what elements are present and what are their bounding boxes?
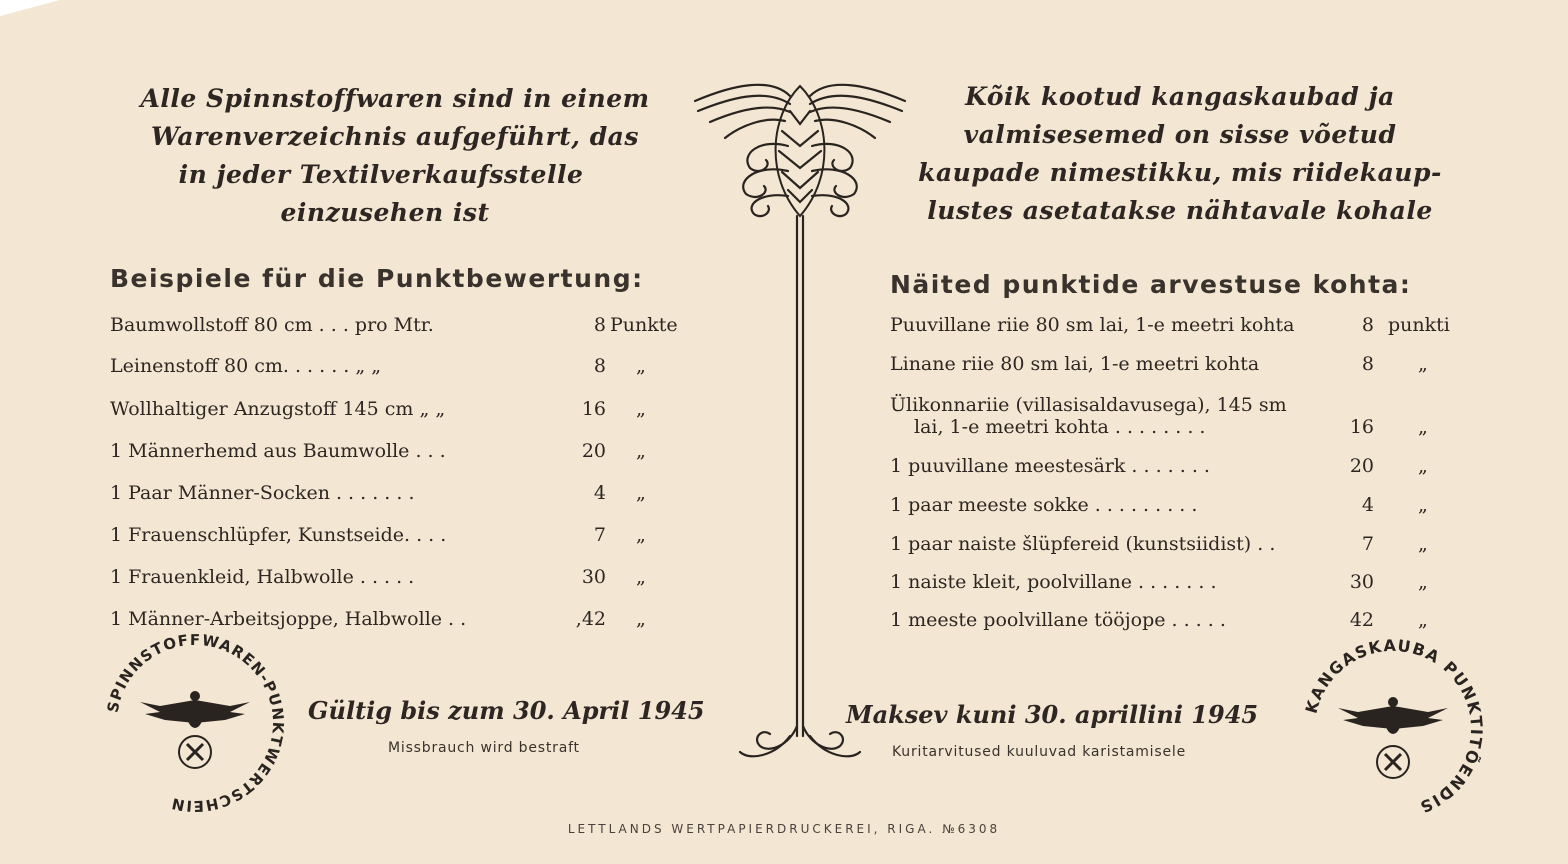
german-row-points: 20 [581, 440, 606, 462]
estonian-valid-until: Maksev kuni 30. aprillini 1945 [846, 700, 1259, 729]
german-row-points: 16 [581, 398, 606, 420]
german-row-points: 8 [593, 355, 606, 377]
estonian-row-points: 16 [1349, 416, 1374, 438]
german-row-unit: Punkte [610, 314, 678, 336]
estonian-row-points: 7 [1361, 533, 1374, 555]
german-row-unit: „ [636, 355, 646, 377]
estonian-row-points: 8 [1361, 314, 1374, 336]
ornament-icon [690, 76, 910, 766]
estonian-intro-line: Kõik kootud kangaskaubad ja [965, 82, 1395, 111]
german-row-unit: „ [636, 398, 646, 420]
torn-corner [0, 0, 60, 20]
german-row-label: 1 Paar Männer-Socken . . . . . . . [110, 482, 415, 504]
estonian-row-unit: „ [1418, 571, 1428, 593]
estonian-row [890, 393, 1470, 443]
german-row-unit: „ [636, 524, 646, 546]
estonian-row-unit: „ [1418, 533, 1428, 555]
estonian-row-unit: punkti [1388, 314, 1450, 336]
german-row-unit: „ [636, 440, 646, 462]
estonian-row-label: 1 meeste poolvillane tööjope . . . . . [890, 609, 1226, 631]
german-valid-until: Gültig bis zum 30. April 1945 [308, 696, 705, 725]
estonian-intro-line: kaupade nimestikku, mis riidekaup- [918, 158, 1442, 187]
german-stamp [100, 628, 290, 818]
german-intro-line: einzusehen ist [280, 198, 490, 227]
german-row-label: 1 Männer-Arbeitsjoppe, Halbwolle . . [110, 608, 467, 630]
estonian-row-label: Puuvillane riie 80 sm lai, 1-e meetri kohta [890, 314, 1295, 336]
german-intro-line: Warenverzeichnis aufgeführt, das [151, 122, 639, 151]
german-intro-line: in jeder Textilverkaufsstelle [178, 160, 584, 189]
german-heading: Beispiele für die Punktbewertung: [110, 264, 644, 293]
estonian-row-label: 1 paar naiste šlüpfereid (kunstsiidist) . . [890, 533, 1276, 555]
estonian-row-unit: „ [1418, 609, 1428, 631]
estonian-row-label: Linane riie 80 sm lai, 1-e meetri kohta [890, 353, 1260, 375]
german-intro-line: Alle Spinnstoffwaren sind in einem [140, 84, 650, 113]
estonian-row-unit: „ [1418, 353, 1428, 375]
german-row-label: 1 Frauenkleid, Halbwolle . . . . . [110, 566, 415, 588]
german-row-unit: „ [636, 608, 646, 630]
german-row-unit: „ [636, 482, 646, 504]
estonian-row-label: Ülikonnariie (villasisaldavusega), 145 sm [890, 394, 1287, 416]
estonian-row-unit: „ [1418, 455, 1428, 477]
estonian-intro-line: valmisesemed on sisse võetud [963, 120, 1397, 149]
printer-imprint: LETTLANDS WERTPAPIERDRUCKEREI, RIGA. №6308 [567, 822, 1001, 836]
german-row-points: 30 [581, 566, 606, 588]
german-row-unit: „ [636, 566, 646, 588]
estonian-row-points: 42 [1349, 609, 1374, 631]
estonian-stamp [1298, 634, 1488, 824]
german-row-label: 1 Männerhemd aus Baumwolle . . . [110, 440, 446, 462]
german-row-points: 4 [593, 482, 606, 504]
eagle-icon [1338, 697, 1448, 778]
estonian-row-label-continued: lai, 1-e meetri kohta . . . . . . . . [914, 416, 1206, 438]
estonian-stamp-text: KANGASKAUBA PUNKTITÕENDIS [1301, 635, 1487, 818]
german-row-label: Baumwollstoff 80 cm . . . pro Mtr. [110, 314, 434, 336]
estonian-heading: Näited punktide arvestuse kohta: [890, 270, 1412, 299]
german-stamp-text: SPINNSTOFFWAREN-PUNKTWERTSCHEIN [103, 630, 288, 816]
estonian-row-label: 1 puuvillane meestesärk . . . . . . . [890, 455, 1210, 477]
estonian-row-unit: „ [1418, 494, 1428, 516]
estonian-row-label: 1 naiste kleit, poolvillane . . . . . . . [890, 571, 1217, 593]
estonian-row-points: 20 [1349, 455, 1374, 477]
eagle-icon [140, 691, 250, 768]
german-row-label: 1 Frauenschlüpfer, Kunstseide. . . . [110, 524, 447, 546]
estonian-intro-line: lustes asetatakse nähtavale kohale [927, 196, 1433, 225]
german-row-label: Wollhaltiger Anzugstoff 145 cm „ „ [110, 398, 446, 420]
estonian-row-unit: „ [1418, 416, 1428, 438]
german-row-points: 7 [593, 524, 606, 546]
german-row-points: ,42 [575, 608, 606, 630]
estonian-intro [880, 78, 1480, 230]
german-row-label: Leinenstoff 80 cm. . . . . . „ „ [110, 355, 382, 377]
estonian-row-points: 4 [1361, 494, 1374, 516]
german-intro [100, 80, 690, 232]
german-row-points: 8 [593, 314, 606, 336]
estonian-row-points: 30 [1349, 571, 1374, 593]
estonian-abuse-note: Kuritarvitused kuuluvad karistamisele [892, 744, 1186, 760]
german-abuse-note: Missbrauch wird bestraft [388, 740, 580, 756]
estonian-row-label: 1 paar meeste sokke . . . . . . . . . [890, 494, 1198, 516]
estonian-row-points: 8 [1361, 353, 1374, 375]
